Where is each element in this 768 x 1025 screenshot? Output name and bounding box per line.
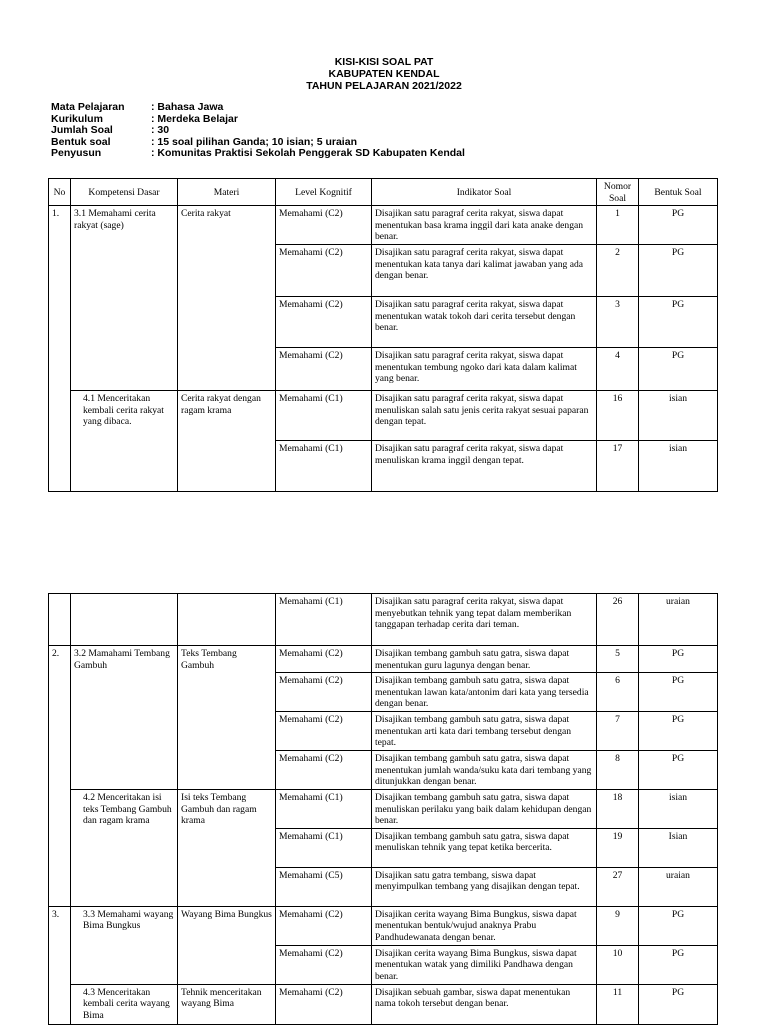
bentuk-cell: PG: [639, 750, 718, 789]
level-cell: Memahami (C1): [276, 391, 372, 441]
nomor-cell: 3: [597, 297, 639, 348]
indikator-cell: Disajikan tembang gambuh satu gatra, siswa dapat menuliskan perilaku yang baik dalam kehidupan dengan benar.: [372, 789, 597, 828]
bentuk-cell: Isian: [639, 828, 718, 867]
indikator-cell: Disajikan tembang gambuh satu gatra, siswa dapat menuliskan tehnik yang tepat ketika bercerita.: [372, 828, 597, 867]
indikator-cell: Disajikan tembang gambuh satu gatra, siswa dapat menentukan lawan kata/antonim dari kata yang tersedia dengan benar.: [372, 673, 597, 712]
indikator-cell: Disajikan satu paragraf cerita rakyat, siswa dapat menyebutkan tehnik yang tepat dalam memberikan tanggapan terhadap cerita dari teman.: [372, 594, 597, 646]
indikator-cell: Disajikan satu paragraf cerita rakyat, siswa dapat menentukan watak tokoh dari cerita tersebut dengan benar.: [372, 297, 597, 348]
level-cell: Memahami (C1): [276, 789, 372, 828]
materi-cell: Wayang Bima Bungkus: [178, 906, 276, 984]
meta-key: Mata Pelajaran: [51, 101, 125, 113]
nomor-cell: 6: [597, 673, 639, 712]
indikator-cell: Disajikan cerita wayang Bima Bungkus, siswa dapat menentukan bentuk/wujud anaknya Prabu Pandhudewanata dengan benar.: [372, 906, 597, 945]
materi-cell: Isi teks Tembang Gambuh dan ragam krama: [178, 789, 276, 906]
materi-cell: Cerita rakyat dengan ragam krama: [178, 391, 276, 492]
bentuk-cell: PG: [639, 245, 718, 297]
kompetensi-cell: 3.3 Memahami wayang Bima Bungkus: [71, 906, 178, 984]
materi-cell: Tehnik menceritakan wayang Bima: [178, 984, 276, 1024]
bentuk-cell: uraian: [639, 594, 718, 646]
level-cell: Memahami (C2): [276, 906, 372, 945]
doc-title-line2: KABUPATEN KENDAL: [328, 68, 440, 80]
meta-key: Bentuk soal: [51, 135, 111, 148]
level-cell: Memahami (C2): [276, 646, 372, 673]
table-header-row: [49, 179, 718, 206]
row-no: 3.: [49, 906, 71, 1024]
bentuk-cell: PG: [639, 945, 718, 984]
table-row: [49, 789, 718, 828]
meta-value: : Merdeka Belajar: [151, 112, 238, 125]
indikator-cell: Disajikan tembang gambuh satu gatra, siswa dapat menentukan arti kata dari tembang tersebut dengan tepat.: [372, 712, 597, 751]
level-cell: Memahami (C2): [276, 348, 372, 391]
level-cell: Memahami (C2): [276, 712, 372, 751]
level-cell: Memahami (C2): [276, 984, 372, 1024]
level-cell: Memahami (C2): [276, 245, 372, 297]
materi-cell: Cerita rakyat: [178, 206, 276, 391]
nomor-cell: 11: [597, 984, 639, 1024]
kompetensi-cell: 4.1 Menceritakan kembali cerita rakyat yang dibaca.: [71, 391, 178, 492]
indikator-cell: Disajikan satu paragraf cerita rakyat, siswa dapat menentukan kata tanya dari kalimat jawaban yang ada dengan benar.: [372, 245, 597, 297]
bentuk-cell: isian: [639, 789, 718, 828]
header-no: No: [49, 179, 71, 206]
bentuk-cell: PG: [639, 646, 718, 673]
meta-value: : Bahasa Jawa: [151, 101, 224, 113]
meta-row: [51, 114, 465, 126]
bentuk-cell: isian: [639, 441, 718, 492]
table-row: [49, 646, 718, 673]
kompetensi-cell: 4.2 Menceritakan isi teks Tembang Gambuh dan ragam krama: [71, 789, 178, 906]
doc-title-line3: TAHUN PELAJARAN 2021/2022: [306, 80, 462, 92]
table-row: [49, 906, 718, 945]
header-bentuk: Bentuk Soal: [639, 179, 718, 206]
bentuk-cell: PG: [639, 297, 718, 348]
level-cell: Memahami (C1): [276, 594, 372, 646]
meta-row: [51, 148, 465, 160]
level-cell: Memahami (C1): [276, 828, 372, 867]
meta-value: : 15 soal pilihan Ganda; 10 isian; 5 uraian: [151, 135, 357, 148]
nomor-cell: 26: [597, 594, 639, 646]
level-cell: Memahami (C2): [276, 206, 372, 245]
indikator-cell: Disajikan satu gatra tembang, siswa dapat menyimpulkan tembang yang disajikan dengan tepat.: [372, 867, 597, 906]
nomor-cell: 4: [597, 348, 639, 391]
meta-value: : 30: [151, 124, 170, 137]
bentuk-cell: PG: [639, 712, 718, 751]
table-row: [49, 984, 718, 1024]
level-cell: Memahami (C2): [276, 297, 372, 348]
row-no: 1.: [49, 206, 71, 492]
indikator-cell: Disajikan satu paragraf cerita rakyat, siswa dapat menentukan tembung ngoko dari kata dalam kalimat yang benar.: [372, 348, 597, 391]
level-cell: Memahami (C1): [276, 441, 372, 492]
table-row: [49, 206, 718, 245]
header-nomor: Nomor Soal: [597, 179, 639, 206]
level-cell: Memahami (C2): [276, 673, 372, 712]
doc-title-line1: KISI-KISI SOAL PAT: [334, 56, 434, 68]
header-level: Level Kognitif: [276, 179, 372, 206]
bentuk-cell: isian: [639, 391, 718, 441]
level-cell: Memahami (C2): [276, 945, 372, 984]
row-no: 2.: [49, 646, 71, 907]
header-kompetensi: Kompetensi Dasar: [71, 179, 178, 206]
nomor-cell: 10: [597, 945, 639, 984]
doc-meta: [51, 102, 465, 160]
bentuk-cell: PG: [639, 206, 718, 245]
meta-value: : Komunitas Praktisi Sekolah Penggerak SD Kabupaten Kendal: [151, 147, 465, 160]
materi-cell: [178, 594, 276, 646]
row-no: [49, 594, 71, 646]
meta-key: Kurikulum: [51, 112, 103, 125]
meta-key: Penyusun: [51, 147, 102, 160]
meta-row: [51, 102, 465, 114]
nomor-cell: 7: [597, 712, 639, 751]
indikator-cell: Disajikan satu paragraf cerita rakyat, siswa dapat menuliskan salah satu jenis cerita rakyat sesuai paparan dengan tepat.: [372, 391, 597, 441]
bentuk-cell: PG: [639, 673, 718, 712]
nomor-cell: 17: [597, 441, 639, 492]
indikator-cell: Disajikan cerita wayang Bima Bungkus, siswa dapat menentukan watak yang dimiliki Pandhawa dengan benar.: [372, 945, 597, 984]
nomor-cell: 5: [597, 646, 639, 673]
bentuk-cell: PG: [639, 984, 718, 1024]
kisi-table-page1: [48, 178, 718, 492]
header-materi: Materi: [178, 179, 276, 206]
level-cell: Memahami (C5): [276, 867, 372, 906]
nomor-cell: 1: [597, 206, 639, 245]
nomor-cell: 9: [597, 906, 639, 945]
bentuk-cell: PG: [639, 906, 718, 945]
nomor-cell: 19: [597, 828, 639, 867]
table-row: [49, 594, 718, 646]
bentuk-cell: uraian: [639, 867, 718, 906]
kompetensi-cell: [71, 594, 178, 646]
nomor-cell: 2: [597, 245, 639, 297]
kompetensi-cell: 4.3 Menceritakan kembali cerita wayang Bima: [71, 984, 178, 1024]
meta-key: Jumlah Soal: [51, 124, 113, 137]
bentuk-cell: PG: [639, 348, 718, 391]
indikator-cell: Disajikan satu paragraf cerita rakyat, siswa dapat menentukan basa krama inggil dari kata anake dengan benar.: [372, 206, 597, 245]
kompetensi-cell: 3.1 Memahami cerita rakyat (sage): [71, 206, 178, 391]
nomor-cell: 18: [597, 789, 639, 828]
nomor-cell: 8: [597, 750, 639, 789]
kompetensi-cell: 3.2 Mamahami Tembang Gambuh: [71, 646, 178, 790]
indikator-cell: Disajikan tembang gambuh satu gatra, siswa dapat menentukan guru lagunya dengan benar.: [372, 646, 597, 673]
indikator-cell: Disajikan satu paragraf cerita rakyat, siswa dapat menuliskan krama inggil dengan tepat.: [372, 441, 597, 492]
header-indikator: Indikator Soal: [372, 179, 597, 206]
nomor-cell: 27: [597, 867, 639, 906]
level-cell: Memahami (C2): [276, 750, 372, 789]
kisi-table-page2: [48, 593, 718, 1025]
nomor-cell: 16: [597, 391, 639, 441]
indikator-cell: Disajikan tembang gambuh satu gatra, siswa dapat menentukan jumlah wanda/suku kata dari tembang yang ditunjukkan dengan benar.: [372, 750, 597, 789]
indikator-cell: Disajikan sebuah gambar, siswa dapat menentukan nama tokoh tersebut dengan benar.: [372, 984, 597, 1024]
table-row: [49, 391, 718, 441]
materi-cell: Teks Tembang Gambuh: [178, 646, 276, 790]
